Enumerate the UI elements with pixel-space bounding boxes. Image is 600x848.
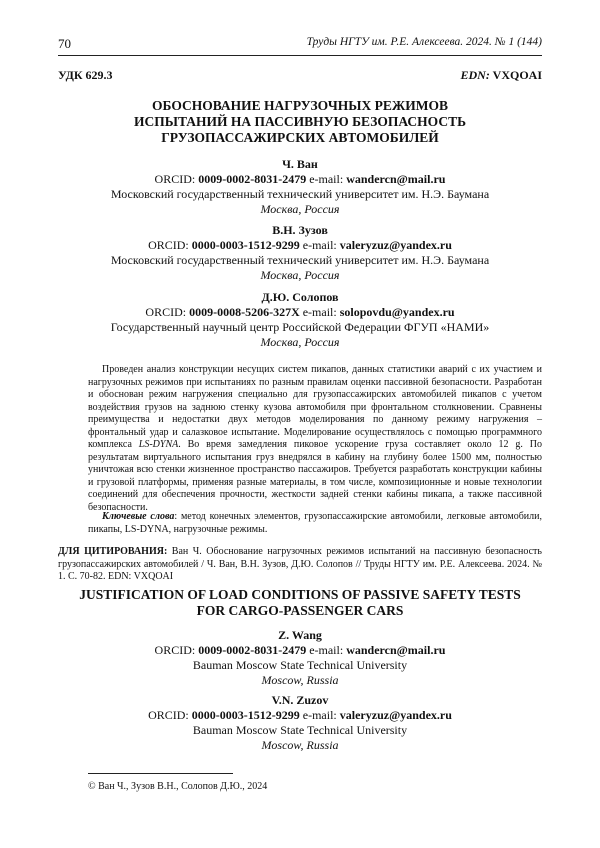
title-ru-line: ГРУЗОПАССАЖИРСКИХ АВТОМОБИЛЕЙ — [161, 130, 439, 145]
affiliation: Bauman Moscow State Technical University — [192, 658, 408, 672]
title-ru — [58, 98, 542, 146]
city: Москва, Россия — [260, 202, 340, 216]
email-label: e-mail: — [309, 643, 344, 657]
citation-label: ДЛЯ ЦИТИРОВАНИЯ: — [58, 546, 168, 557]
city: Москва, Россия — [260, 268, 340, 282]
author-ids — [58, 708, 542, 723]
email-link[interactable]: wandercn@mail.ru — [346, 172, 446, 186]
citation-text: Ван Ч. Обоснование нагрузочных режимов испытаний на пассивную безопасность грузопассажирских автомобилей / Ч. Ван, В.Н. Зузов, Д.Ю. Солопов // Труды НГТУ им. Р.Е. Алексеева. 2024. № 1. С. 70-82. EDN: VXQOAI — [58, 546, 542, 582]
title-ru-line: ОБОСНОВАНИЕ НАГРУЗОЧНЫХ РЕЖИМОВ — [152, 98, 448, 113]
edn-value: VXQOAI — [492, 68, 542, 82]
title-en-line: JUSTIFICATION OF LOAD CONDITIONS OF PASSIVE SAFETY TESTS — [79, 587, 521, 602]
abstract — [88, 364, 542, 514]
title-ru-line: ИСПЫТАНИЙ НА ПАССИВНУЮ БЕЗОПАСНОСТЬ — [133, 114, 467, 129]
orcid-value: 0000-0003-1512-9299 — [191, 238, 300, 252]
title-en — [58, 587, 542, 619]
edn-label: EDN: — [460, 68, 490, 82]
city: Moscow, Russia — [261, 673, 339, 687]
orcid-label: ORCID: — [148, 708, 189, 722]
orcid-label: ORCID: — [154, 643, 196, 657]
orcid-label: ORCID: — [154, 172, 196, 186]
orcid-value: 0000-0003-1512-9299 — [191, 708, 300, 722]
city: Moscow, Russia — [261, 738, 339, 752]
footnote-divider — [88, 773, 233, 774]
author-block — [58, 693, 542, 753]
author-ids — [58, 172, 542, 187]
email-label: e-mail: — [302, 238, 337, 252]
affiliation: Государственный научный центр Российской Федерации ФГУП «НАМИ» — [110, 320, 490, 334]
author-ids — [58, 643, 542, 658]
abstract-software: LS-DYNA — [138, 439, 179, 450]
email-link[interactable]: valeryzuz@yandex.ru — [339, 708, 452, 722]
email-label: e-mail: — [309, 172, 344, 186]
keywords — [88, 511, 542, 536]
header-divider — [58, 55, 542, 56]
affiliation: Московский государственный технический университет им. Н.Э. Баумана — [110, 253, 490, 267]
email-link[interactable]: solopovdu@yandex.ru — [339, 305, 455, 319]
journal-name: Труды НГТУ им. Р.Е. Алексеева. 2024. № 1 (144) — [306, 36, 542, 48]
author-name: Д.Ю. Солопов — [261, 290, 339, 304]
author-name: Ч. Ван — [282, 157, 318, 171]
orcid-value: 0009-0008-5206-327X — [189, 305, 300, 319]
email-label: e-mail: — [302, 708, 337, 722]
author-ids — [58, 305, 542, 320]
author-block — [58, 290, 542, 350]
keywords-label: Ключевые слова — [102, 511, 175, 522]
author-block — [58, 157, 542, 217]
author-name: Z. Wang — [278, 628, 322, 642]
orcid-value: 0009-0002-8031-2479 — [198, 172, 307, 186]
author-ids — [58, 238, 542, 253]
email-link[interactable]: valeryzuz@yandex.ru — [339, 238, 452, 252]
keywords-text: : метод конечных элементов, грузопассажирские автомобили, легковые автомобили, пикапы, LS-DYNA, нагрузочные режимы. — [88, 511, 542, 535]
abstract-text: . Во время замедления пиковое ускорение груза составляет около 12 g. По результатам виртуального испытания груз внедрялся в кабину на глубину более 1500 мм, полностью уничтожая всю стенки жизненное пространство пассажиров. Требуется разработать конструкции кабины и грузовой платформы, применяя разные материалы, в том числе, композиционные и новые технологии соединений для обеспечения прочности, жесткости задней стенки кабины пикапа, а также пассивной безопасности. — [88, 439, 542, 513]
affiliation: Bauman Moscow State Technical University — [192, 723, 408, 737]
abstract-text: Проведен анализ конструкции несущих систем пикапов, данных статистики аварий с их участием и нагрузочных режимов при испытаниях по разным правилам оценки пассивной безопасности. Разработан и обоснован режим нагружения специально для грузопассажирских автомобилей пикапов с учетом воздействия грузов на заднюю стенку кузова автомобиля при фронтальном столкновении. Сравнены преимущества и недостатки двух методов моделирования по данному режиму нагружения – фронтальный удар и салазковое испытание. Моделирование осуществлялось с помощью программного комплекса — [88, 364, 542, 450]
title-en-line: FOR CARGO-PASSENGER CARS — [196, 603, 404, 618]
citation — [58, 546, 542, 584]
author-name: В.Н. Зузов — [272, 223, 328, 237]
edn-code — [461, 68, 542, 83]
udc-code: УДК 629.3 — [58, 68, 113, 82]
page-number: 70 — [58, 36, 71, 51]
orcid-label: ORCID: — [148, 238, 189, 252]
author-name: V.N. Zuzov — [271, 693, 329, 707]
email-label: e-mail: — [302, 305, 337, 319]
author-block — [58, 223, 542, 283]
orcid-value: 0009-0002-8031-2479 — [198, 643, 307, 657]
affiliation: Московский государственный технический университет им. Н.Э. Баумана — [110, 187, 490, 201]
orcid-label: ORCID: — [145, 305, 187, 319]
copyright-footnote: © Ван Ч., Зузов В.Н., Солопов Д.Ю., 2024 — [88, 781, 268, 792]
author-block — [58, 628, 542, 688]
city: Москва, Россия — [260, 335, 340, 349]
email-link[interactable]: wandercn@mail.ru — [346, 643, 446, 657]
